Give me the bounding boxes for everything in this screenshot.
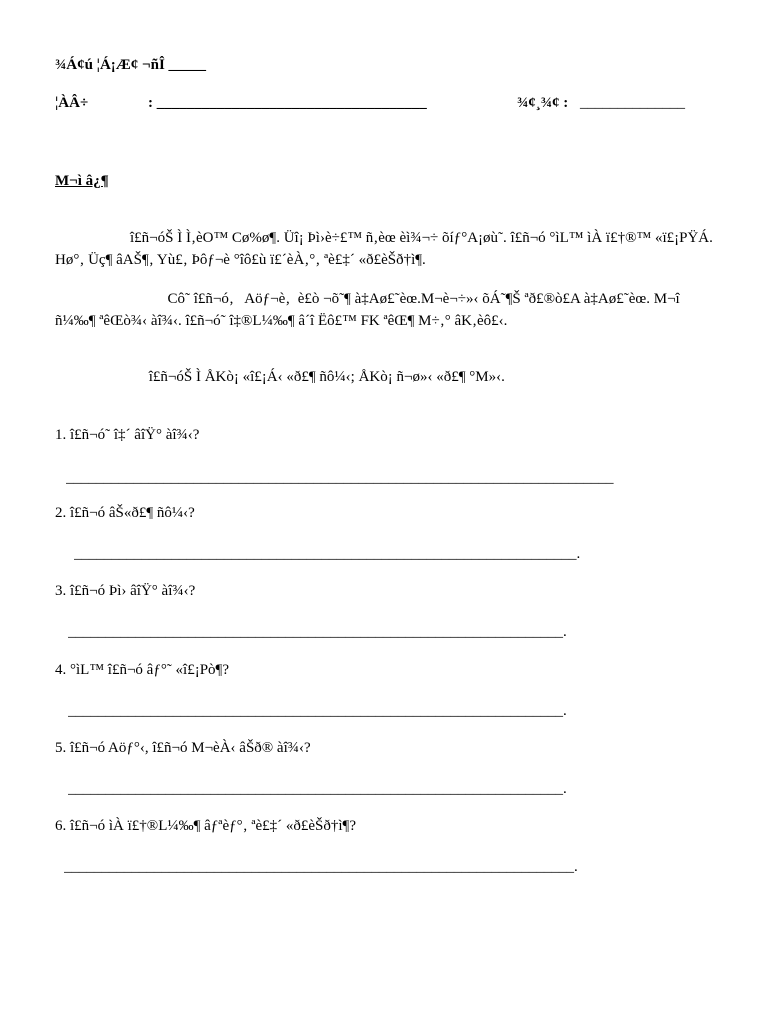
answer-line-5: __________________________________________________________________.: [68, 781, 567, 797]
passage-paragraph-1: î£ñ¬óŠ Ì Ì‚èO™ Cø%ø¶. Üî¡ Þì›è÷£™ ñ‚èœ èì¾¬÷ õíƒ°A¡øù˜. î£ñ¬ó °ìL™ ìÀ ï£†®™ «ï£¡PŸÁ. Hø°‚ Üç¶ âAŠ¶‚ Yù£‚ Þôƒ¬è °îô£ù ï£´èÀ‚°‚ ªè£‡´ «ð£èŠð†ì¶.: [55, 230, 717, 268]
question-2: 2. î£ñ¬ó âŠ«ð£¶ ñô¼‹?: [55, 505, 195, 521]
worksheet-title: ¾Á¢ú ¦Á¡Æ¢ ¬ñÎ _____: [55, 57, 207, 73]
question-6: 6. î£ñ¬ó ìÀ ï£†®L¼‰¶ âƒªèƒ°‚ ªè£‡´ «ð£èŠð†ì¶?: [55, 818, 357, 834]
question-4: 4. °ìL™ î£ñ¬ó âƒ°˜ «î£¡Pò¶?: [55, 662, 230, 678]
answer-line-6: ____________________________________________________________________.: [64, 859, 578, 875]
question-5: 5. î£ñ¬ó Aöƒ°‹, î£ñ¬ó M¬èÀ‹ âŠð® àî¾‹?: [55, 740, 311, 756]
name-label: ¦ÀÂ÷: [55, 95, 89, 111]
name-field-line: : ____________________________________: [148, 95, 427, 111]
answer-line-3: __________________________________________________________________.: [68, 624, 567, 640]
passage-paragraph-2: Cô˜ î£ñ¬ó‚ Aöƒ¬è‚ è£ò ¬õ˜¶ à‡Aø£˜èœ.M¬è¬÷»‹ õÁ˜¶Š ªð£®ò£A à‡Aø£˜èœ. M¬î ñ¼‰¶ ªêŒò¾‹ àî¾‹. î£ñ¬ó˜ î‡®L¼‰¶ â´î Ëô£™ FK ªêŒ¶ M÷‚° âK‚èô£‹.: [55, 291, 684, 329]
question-1: 1. î£ñ¬ó˜ î‡´ âîŸ° àî¾‹?: [55, 427, 200, 443]
date-field-line: ______________: [580, 95, 685, 111]
answer-line-1: _________________________________________________________________________: [66, 470, 614, 486]
date-label: ¾¢¸¾¢ :: [517, 95, 569, 111]
passage-paragraph-3: î£ñ¬óŠ Ì ÅKò¡ «î£¡Á‹ «ð£¶ ñô¼‹; ÅKò¡ ñ¬ø»‹ «ð£¶ °M»‹.: [55, 369, 505, 385]
answer-line-4: __________________________________________________________________.: [68, 703, 567, 719]
answer-line-2: ___________________________________________________________________.: [74, 546, 581, 562]
question-3: 3. î£ñ¬ó Þì› âîŸ° àî¾‹?: [55, 583, 196, 599]
section-heading: M¬ì â¿¶: [55, 173, 109, 189]
